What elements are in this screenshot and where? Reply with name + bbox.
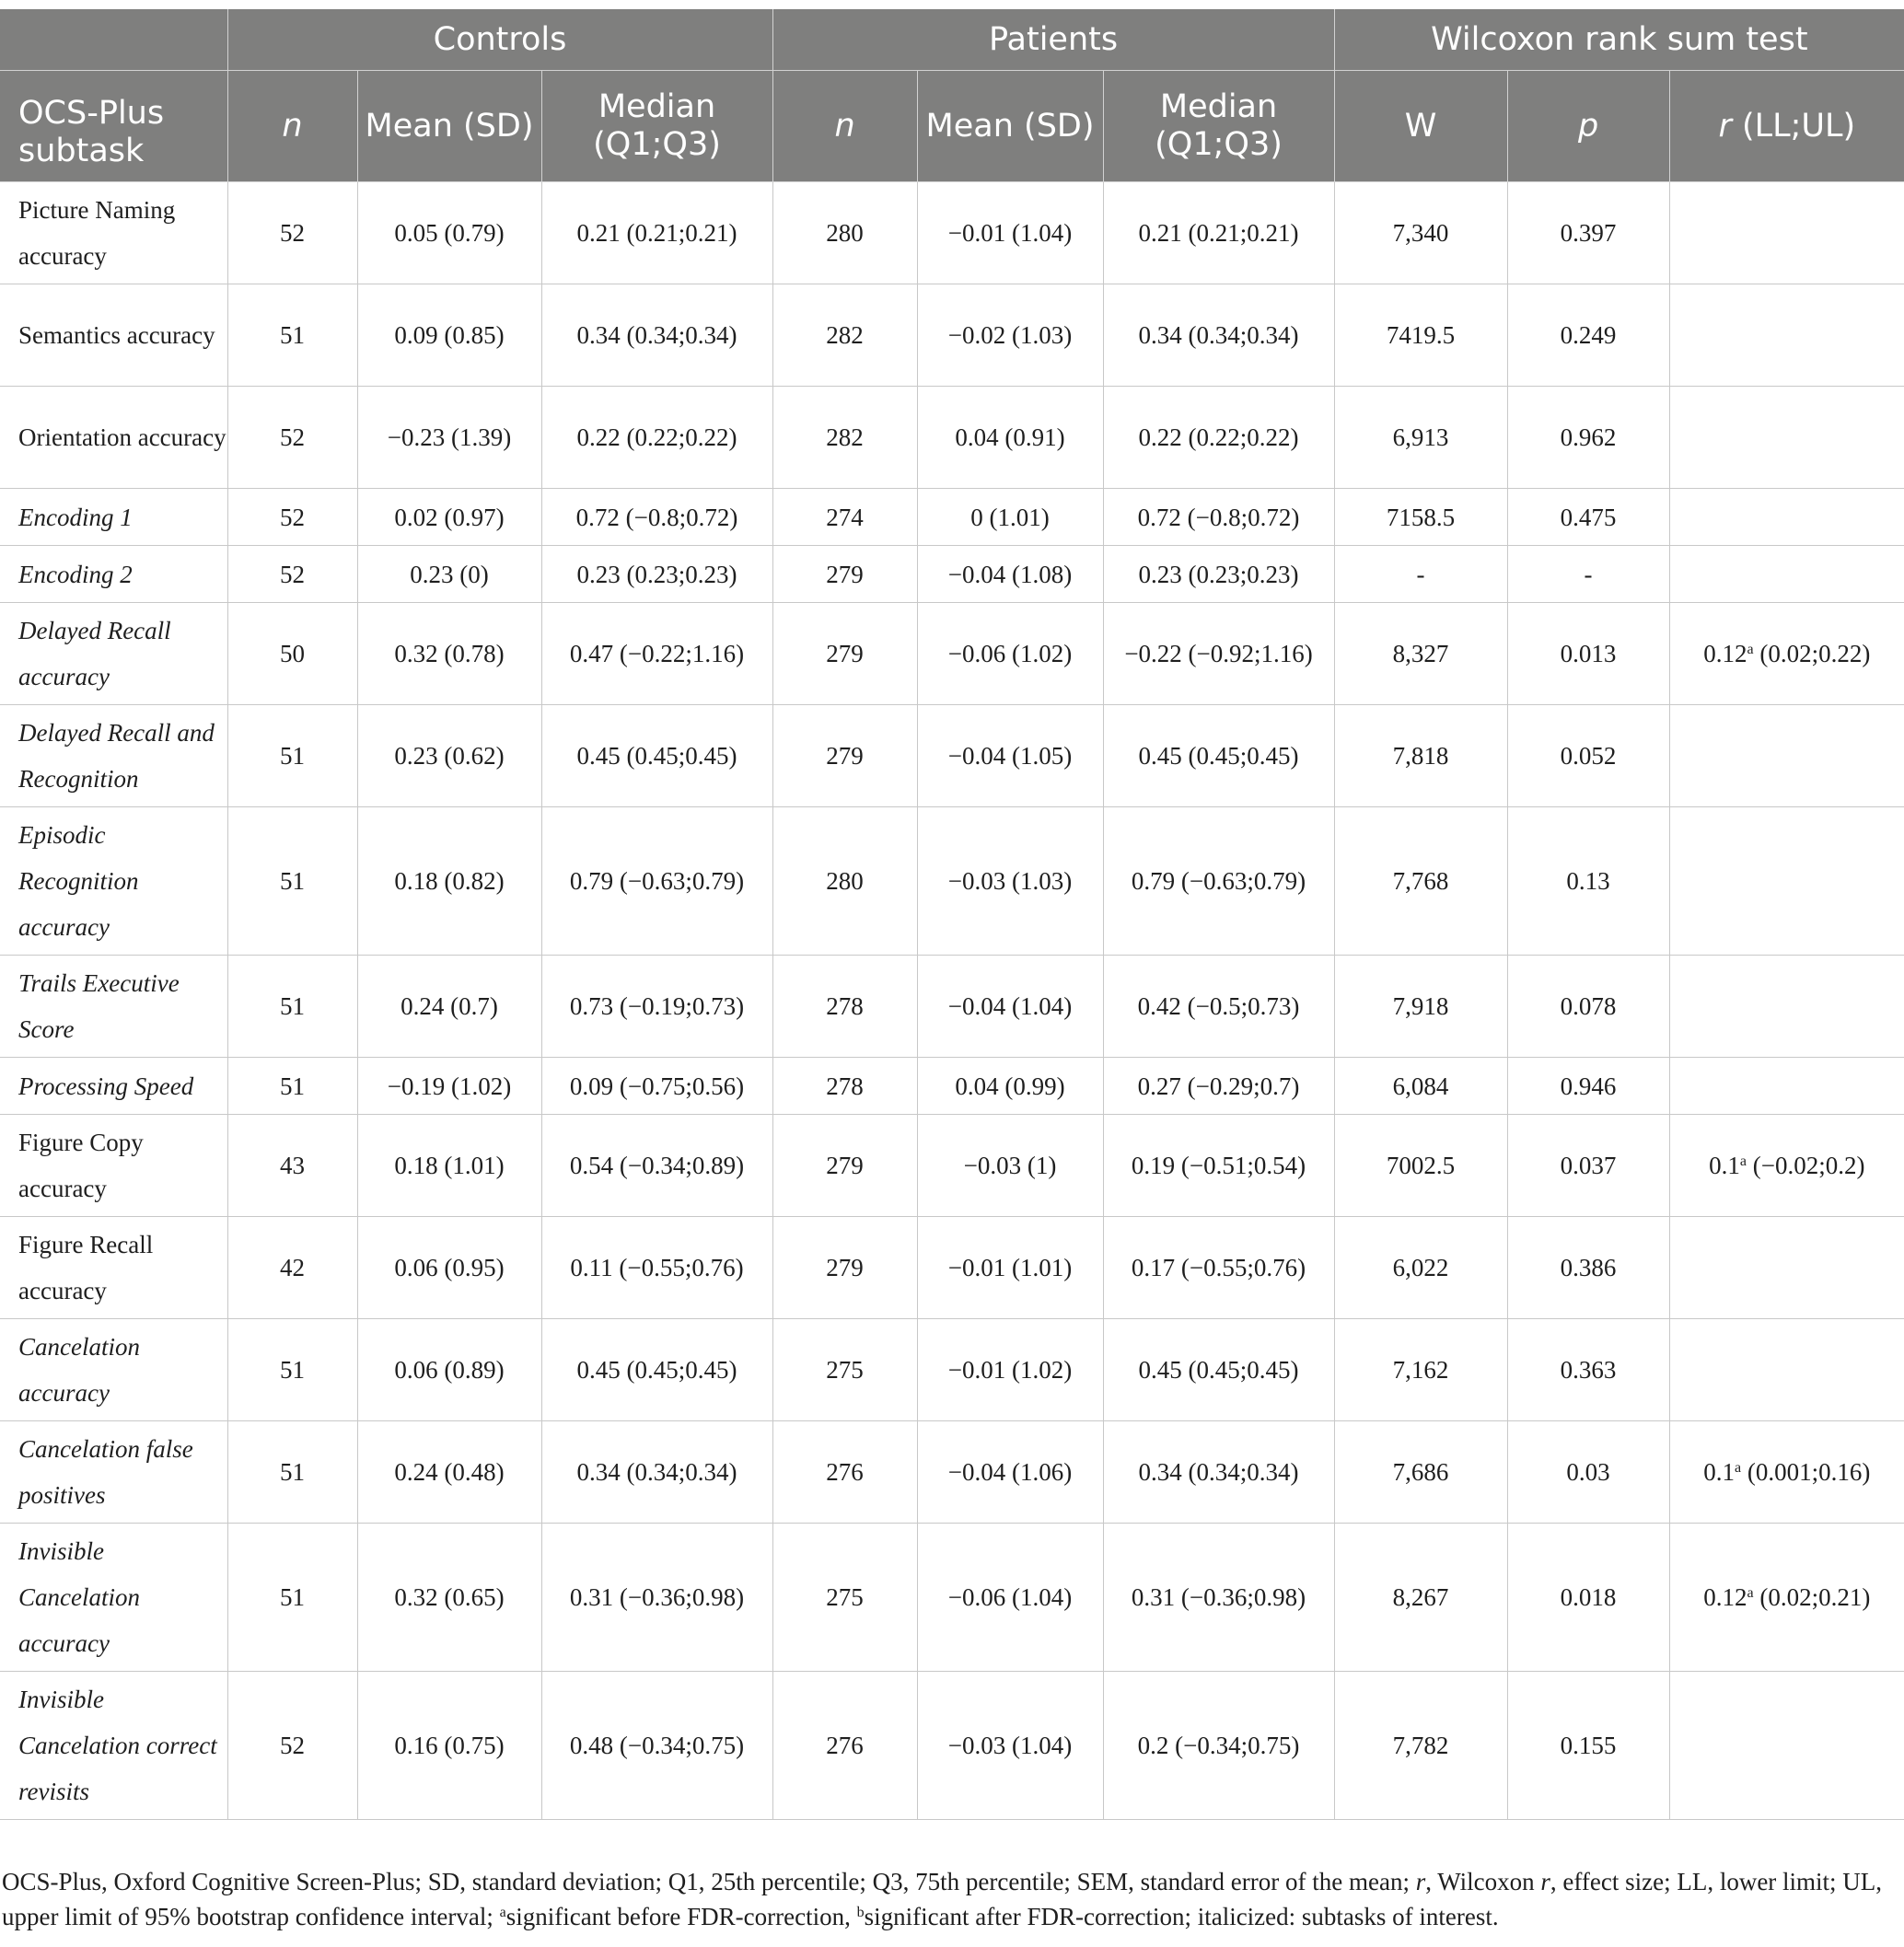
- patients-median-cell: 0.19 (−0.51;0.54): [1103, 1115, 1334, 1217]
- w-value-cell: 8,327: [1334, 603, 1507, 705]
- controls-n-cell: 51: [227, 284, 357, 387]
- controls-mean-cell: 0.24 (0.48): [357, 1421, 541, 1524]
- w-value-cell: -: [1334, 546, 1507, 603]
- patients-n-cell: 279: [772, 1217, 917, 1319]
- subtask-cell: Picture Naming accuracy: [0, 182, 227, 284]
- r-effect-cell: [1669, 956, 1904, 1058]
- controls-n-cell: 51: [227, 705, 357, 807]
- table-row: [0, 1672, 1904, 1820]
- w-value-cell: 7419.5: [1334, 284, 1507, 387]
- controls-mean-cell: 0.09 (0.85): [357, 284, 541, 387]
- w-value-cell: 7,818: [1334, 705, 1507, 807]
- table-row: [0, 1058, 1904, 1115]
- header-r-limits: (LL;UL): [1731, 107, 1856, 145]
- footnote-part4: significant before FDR-correction,: [505, 1903, 857, 1930]
- w-value-cell: 7,768: [1334, 807, 1507, 956]
- controls-median-cell: 0.45 (0.45;0.45): [541, 1319, 772, 1421]
- patients-mean-cell: −0.03 (1.03): [917, 807, 1103, 956]
- patients-n-cell: 275: [772, 1524, 917, 1672]
- controls-median-cell: 0.47 (−0.22;1.16): [541, 603, 772, 705]
- controls-mean-cell: 0.06 (0.89): [357, 1319, 541, 1421]
- p-value-cell: -: [1507, 546, 1669, 603]
- p-value-cell: 0.03: [1507, 1421, 1669, 1524]
- subtask-cell: Encoding 2: [0, 546, 227, 603]
- subtask-cell: Delayed Recall accuracy: [0, 603, 227, 705]
- patients-median-cell: 0.79 (−0.63;0.79): [1103, 807, 1334, 956]
- controls-mean-cell: 0.24 (0.7): [357, 956, 541, 1058]
- controls-mean-cell: −0.19 (1.02): [357, 1058, 541, 1115]
- header-empty-cell: [0, 9, 227, 71]
- r-effect-cell: [1669, 1115, 1904, 1217]
- p-value-cell: 0.397: [1507, 182, 1669, 284]
- controls-n-cell: 51: [227, 807, 357, 956]
- controls-n-cell: 52: [227, 387, 357, 489]
- controls-mean-cell: 0.02 (0.97): [357, 489, 541, 546]
- patients-mean-cell: 0.04 (0.99): [917, 1058, 1103, 1115]
- controls-median-cell: 0.79 (−0.63;0.79): [541, 807, 772, 956]
- controls-median-cell: 0.54 (−0.34;0.89): [541, 1115, 772, 1217]
- controls-median-cell: 0.72 (−0.8;0.72): [541, 489, 772, 546]
- r-value: 0.12: [1703, 640, 1747, 667]
- r-confidence-interval: (0.02;0.22): [1753, 640, 1871, 667]
- header-column-row: [0, 71, 1904, 182]
- w-value-cell: 7,162: [1334, 1319, 1507, 1421]
- w-value-cell: 6,913: [1334, 387, 1507, 489]
- patients-n-cell: 282: [772, 284, 917, 387]
- r-superscript: a: [1747, 642, 1754, 657]
- header-p: p: [1507, 71, 1669, 182]
- controls-n-cell: 51: [227, 956, 357, 1058]
- controls-mean-cell: 0.32 (0.65): [357, 1524, 541, 1672]
- patients-n-cell: 282: [772, 387, 917, 489]
- patients-n-cell: 279: [772, 1115, 917, 1217]
- patients-median-cell: 0.21 (0.21;0.21): [1103, 182, 1334, 284]
- subtask-cell: Invisible Cancelation accuracy: [0, 1524, 227, 1672]
- controls-mean-cell: 0.32 (0.78): [357, 603, 541, 705]
- patients-median-cell: 0.22 (0.22;0.22): [1103, 387, 1334, 489]
- patients-median-cell: 0.31 (−0.36;0.98): [1103, 1524, 1334, 1672]
- controls-n-cell: 51: [227, 1421, 357, 1524]
- patients-mean-cell: −0.01 (1.01): [917, 1217, 1103, 1319]
- w-value-cell: 8,267: [1334, 1524, 1507, 1672]
- patients-n-cell: 276: [772, 1672, 917, 1820]
- controls-median-cell: 0.45 (0.45;0.45): [541, 705, 772, 807]
- w-value-cell: 7,686: [1334, 1421, 1507, 1524]
- patients-mean-cell: 0.04 (0.91): [917, 387, 1103, 489]
- p-value-cell: 0.13: [1507, 807, 1669, 956]
- header-patients: Patients: [772, 9, 1334, 71]
- header-controls-mean: Mean (SD): [357, 71, 541, 182]
- w-value-cell: 7,918: [1334, 956, 1507, 1058]
- controls-median-cell: 0.22 (0.22;0.22): [541, 387, 772, 489]
- table-footnote: [2, 1864, 1889, 1934]
- patients-n-cell: 278: [772, 1058, 917, 1115]
- patients-mean-cell: −0.03 (1): [917, 1115, 1103, 1217]
- patients-median-cell: 0.23 (0.23;0.23): [1103, 546, 1334, 603]
- table-row: [0, 956, 1904, 1058]
- patients-median-cell: 0.34 (0.34;0.34): [1103, 1421, 1334, 1524]
- subtask-cell: Semantics accuracy: [0, 284, 227, 387]
- r-effect-cell: [1669, 489, 1904, 546]
- p-value-cell: 0.386: [1507, 1217, 1669, 1319]
- r-effect-cell: [1669, 1319, 1904, 1421]
- footnote-part5: significant after FDR-correction; italicized: subtasks of interest.: [864, 1903, 1499, 1930]
- patients-n-cell: 279: [772, 603, 917, 705]
- patients-mean-cell: −0.04 (1.04): [917, 956, 1103, 1058]
- patients-n-cell: 274: [772, 489, 917, 546]
- subtask-cell: Trails Executive Score: [0, 956, 227, 1058]
- header-r: [1669, 71, 1904, 182]
- patients-mean-cell: −0.01 (1.02): [917, 1319, 1103, 1421]
- controls-mean-cell: 0.16 (0.75): [357, 1672, 541, 1820]
- patients-median-cell: 0.72 (−0.8;0.72): [1103, 489, 1334, 546]
- subtask-cell: Cancelation accuracy: [0, 1319, 227, 1421]
- controls-n-cell: 52: [227, 489, 357, 546]
- controls-n-cell: 52: [227, 546, 357, 603]
- footnote-r-symbol-2: r: [1540, 1868, 1550, 1895]
- controls-n-cell: 50: [227, 603, 357, 705]
- controls-mean-cell: 0.05 (0.79): [357, 182, 541, 284]
- header-w: W: [1334, 71, 1507, 182]
- controls-median-cell: 0.34 (0.34;0.34): [541, 284, 772, 387]
- controls-median-cell: 0.23 (0.23;0.23): [541, 546, 772, 603]
- p-value-cell: 0.946: [1507, 1058, 1669, 1115]
- r-superscript: a: [1735, 1460, 1742, 1476]
- patients-n-cell: 279: [772, 705, 917, 807]
- r-confidence-interval: (0.001;0.16): [1741, 1458, 1871, 1486]
- table-row: [0, 284, 1904, 387]
- r-superscript: a: [1739, 1153, 1747, 1169]
- table-body: [0, 182, 1904, 1820]
- subtask-cell: Processing Speed: [0, 1058, 227, 1115]
- patients-mean-cell: −0.04 (1.06): [917, 1421, 1103, 1524]
- patients-n-cell: 279: [772, 546, 917, 603]
- controls-mean-cell: 0.23 (0): [357, 546, 541, 603]
- r-effect-cell: [1669, 807, 1904, 956]
- controls-median-cell: 0.31 (−0.36;0.98): [541, 1524, 772, 1672]
- patients-mean-cell: −0.04 (1.08): [917, 546, 1103, 603]
- header-patients-n: n: [772, 71, 917, 182]
- p-value-cell: 0.155: [1507, 1672, 1669, 1820]
- table-row: [0, 182, 1904, 284]
- p-value-cell: 0.037: [1507, 1115, 1669, 1217]
- patients-n-cell: 280: [772, 807, 917, 956]
- patients-n-cell: 280: [772, 182, 917, 284]
- table-row: [0, 1115, 1904, 1217]
- header-patients-median: Median (Q1;Q3): [1103, 71, 1334, 182]
- controls-n-cell: 52: [227, 182, 357, 284]
- p-value-cell: 0.962: [1507, 387, 1669, 489]
- table-row: [0, 546, 1904, 603]
- patients-median-cell: 0.17 (−0.55;0.76): [1103, 1217, 1334, 1319]
- controls-mean-cell: 0.18 (0.82): [357, 807, 541, 956]
- footnote-sup-b: b: [856, 1905, 865, 1920]
- r-effect-cell: [1669, 603, 1904, 705]
- header-controls-n: n: [227, 71, 357, 182]
- p-value-cell: 0.078: [1507, 956, 1669, 1058]
- controls-median-cell: 0.21 (0.21;0.21): [541, 182, 772, 284]
- header-r-symbol: r: [1718, 107, 1732, 145]
- subtask-cell: Cancelation false positives: [0, 1421, 227, 1524]
- controls-mean-cell: −0.23 (1.39): [357, 387, 541, 489]
- patients-mean-cell: −0.06 (1.04): [917, 1524, 1103, 1672]
- results-table: [0, 9, 1904, 1820]
- footnote-sup-a: a: [499, 1905, 506, 1920]
- subtask-cell: Figure Copy accuracy: [0, 1115, 227, 1217]
- r-effect-cell: [1669, 1524, 1904, 1672]
- p-value-cell: 0.363: [1507, 1319, 1669, 1421]
- subtask-cell: Episodic Recognition accuracy: [0, 807, 227, 956]
- p-value-cell: 0.013: [1507, 603, 1669, 705]
- patients-median-cell: 0.34 (0.34;0.34): [1103, 284, 1334, 387]
- controls-mean-cell: 0.23 (0.62): [357, 705, 541, 807]
- table-row: [0, 1421, 1904, 1524]
- patients-median-cell: −0.22 (−0.92;1.16): [1103, 603, 1334, 705]
- r-effect-cell: [1669, 1217, 1904, 1319]
- patients-median-cell: 0.27 (−0.29;0.7): [1103, 1058, 1334, 1115]
- r-effect-cell: [1669, 387, 1904, 489]
- p-value-cell: 0.475: [1507, 489, 1669, 546]
- subtask-cell: Encoding 1: [0, 489, 227, 546]
- controls-n-cell: 52: [227, 1672, 357, 1820]
- table-row: [0, 603, 1904, 705]
- table-row: [0, 1524, 1904, 1672]
- r-value: 0.1: [1709, 1152, 1740, 1179]
- w-value-cell: 7158.5: [1334, 489, 1507, 546]
- patients-median-cell: 0.45 (0.45;0.45): [1103, 705, 1334, 807]
- p-value-cell: 0.249: [1507, 284, 1669, 387]
- table-row: [0, 807, 1904, 956]
- r-effect-cell: [1669, 1058, 1904, 1115]
- table-row: [0, 705, 1904, 807]
- subtask-cell: Orientation accuracy: [0, 387, 227, 489]
- controls-n-cell: 51: [227, 1524, 357, 1672]
- patients-mean-cell: −0.04 (1.05): [917, 705, 1103, 807]
- r-confidence-interval: (−0.02;0.2): [1747, 1152, 1865, 1179]
- table-row: [0, 387, 1904, 489]
- subtask-cell: Figure Recall accuracy: [0, 1217, 227, 1319]
- r-effect-cell: [1669, 1672, 1904, 1820]
- footnote-r-symbol: r: [1415, 1868, 1426, 1895]
- patients-mean-cell: −0.02 (1.03): [917, 284, 1103, 387]
- p-value-cell: 0.052: [1507, 705, 1669, 807]
- header-controls: Controls: [227, 9, 772, 71]
- controls-mean-cell: 0.18 (1.01): [357, 1115, 541, 1217]
- header-group-row: [0, 9, 1904, 71]
- footnote-part3: , effect size; LL, lower limit; UL, upper limit of 95% bootstrap confidence interval;: [2, 1868, 1883, 1930]
- r-value: 0.1: [1703, 1458, 1736, 1486]
- w-value-cell: 6,022: [1334, 1217, 1507, 1319]
- header-patients-mean: Mean (SD): [917, 71, 1103, 182]
- patients-mean-cell: −0.06 (1.02): [917, 603, 1103, 705]
- header-wilcoxon: Wilcoxon rank sum test: [1334, 9, 1904, 71]
- patients-mean-cell: −0.03 (1.04): [917, 1672, 1103, 1820]
- r-value: 0.12: [1703, 1583, 1747, 1611]
- r-superscript: a: [1747, 1585, 1754, 1601]
- patients-median-cell: 0.45 (0.45;0.45): [1103, 1319, 1334, 1421]
- patients-mean-cell: −0.01 (1.04): [917, 182, 1103, 284]
- patients-n-cell: 278: [772, 956, 917, 1058]
- header-controls-median: Median (Q1;Q3): [541, 71, 772, 182]
- r-confidence-interval: (0.02;0.21): [1753, 1583, 1871, 1611]
- footnote-part1: OCS-Plus, Oxford Cognitive Screen-Plus; SD, standard deviation; Q1, 25th percentile; Q3, 75th percentile; SEM, standard error of the mean;: [2, 1868, 1416, 1895]
- subtask-cell: Invisible Cancelation correct revisits: [0, 1672, 227, 1820]
- controls-median-cell: 0.48 (−0.34;0.75): [541, 1672, 772, 1820]
- controls-median-cell: 0.34 (0.34;0.34): [541, 1421, 772, 1524]
- header-subtask: OCS-Plus subtask: [0, 71, 227, 182]
- w-value-cell: 7002.5: [1334, 1115, 1507, 1217]
- controls-n-cell: 42: [227, 1217, 357, 1319]
- r-effect-cell: [1669, 182, 1904, 284]
- w-value-cell: 6,084: [1334, 1058, 1507, 1115]
- p-value-cell: 0.018: [1507, 1524, 1669, 1672]
- subtask-cell: Delayed Recall and Recognition: [0, 705, 227, 807]
- patients-mean-cell: 0 (1.01): [917, 489, 1103, 546]
- r-effect-cell: [1669, 546, 1904, 603]
- table-row: [0, 489, 1904, 546]
- table-row: [0, 1217, 1904, 1319]
- patients-median-cell: 0.42 (−0.5;0.73): [1103, 956, 1334, 1058]
- controls-n-cell: 51: [227, 1319, 357, 1421]
- r-effect-cell: [1669, 284, 1904, 387]
- patients-median-cell: 0.2 (−0.34;0.75): [1103, 1672, 1334, 1820]
- patients-n-cell: 276: [772, 1421, 917, 1524]
- r-effect-cell: [1669, 705, 1904, 807]
- r-effect-cell: [1669, 1421, 1904, 1524]
- w-value-cell: 7,340: [1334, 182, 1507, 284]
- results-table-container: [0, 9, 1904, 1820]
- controls-median-cell: 0.73 (−0.19;0.73): [541, 956, 772, 1058]
- table-row: [0, 1319, 1904, 1421]
- w-value-cell: 7,782: [1334, 1672, 1507, 1820]
- footnote-part2: , Wilcoxon: [1425, 1868, 1541, 1895]
- controls-mean-cell: 0.06 (0.95): [357, 1217, 541, 1319]
- controls-median-cell: 0.09 (−0.75;0.56): [541, 1058, 772, 1115]
- controls-n-cell: 51: [227, 1058, 357, 1115]
- patients-n-cell: 275: [772, 1319, 917, 1421]
- controls-median-cell: 0.11 (−0.55;0.76): [541, 1217, 772, 1319]
- controls-n-cell: 43: [227, 1115, 357, 1217]
